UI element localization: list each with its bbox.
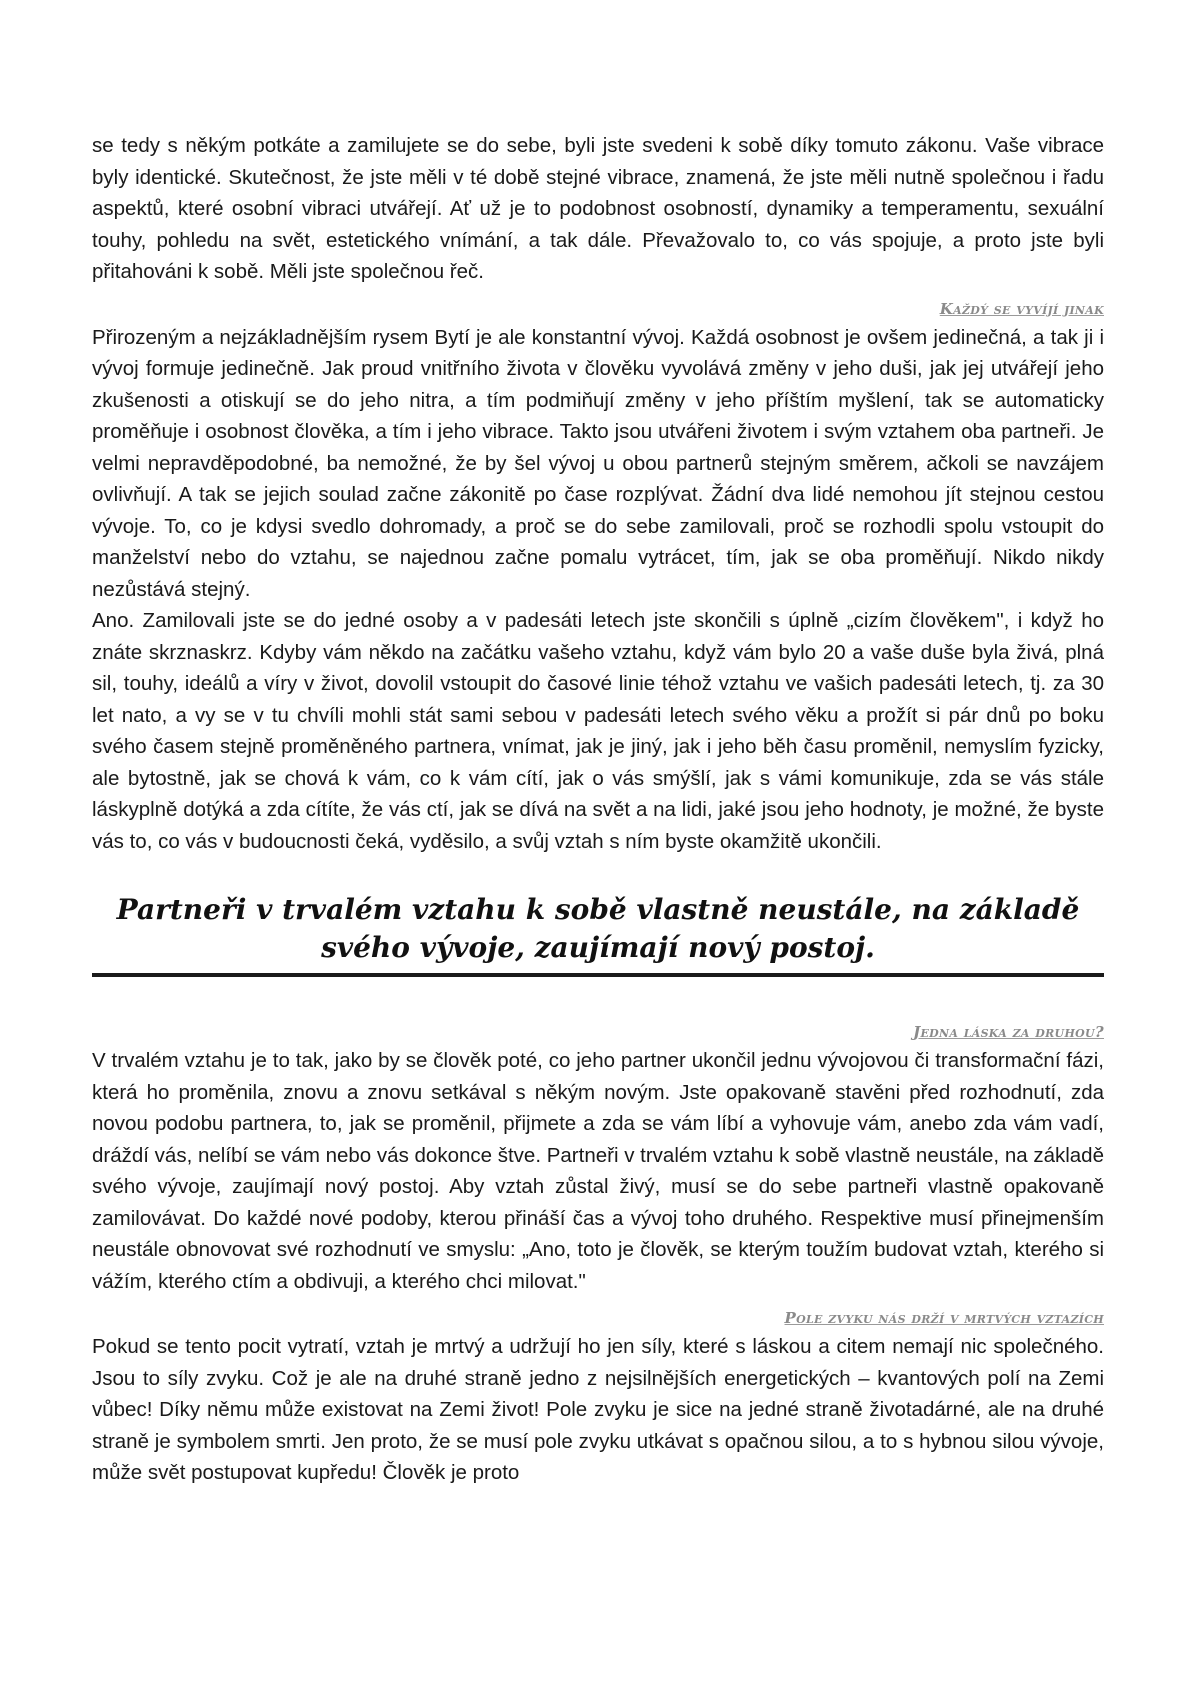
section-heading-field-of-habit: Pole zvyku nás drží v mrtvých vztazích [784, 1309, 1104, 1327]
section-heading-each-develops-differently: Každý se vyvíjí jinak [939, 299, 1104, 318]
pull-quote-divider [92, 973, 1104, 977]
paragraph-lasting-relationship: V trvalém vztahu je to tak, jako by se člověk poté, co jeho partner ukončil jednu vývojovou či transformační fázi, která ho proměnila, znovu a znovu setkával s někým novým. Jste opakovaně stavěni před rozhodnutí, zda novou podobu partnera, to, jak se proměnil, přijmete a zda se vám líbí a vyhovuje vám, anebo zda vám vadí, dráždí vás, nelíbí se vám nebo vás dokonce štve. Partneři v trvalém vztahu k sobě vlastně neustále, na základě svého vývoje, zaujímají nový postoj. Aby vztah zůstal živý, musí se do sebe partneři vlastně opakovaně zamilovávat. Do každé nové podoby, kterou přináší čas a vývoj toho druhého. Respektive musí přinejmenším neustále obnovovat své rozhodnutí ve smyslu: „Ano, toto je člověk, se kterým toužím budovat vztah, kterého si vážím, kterého ctím a obdivuji, a kterého chci milovat." [92, 1049, 1104, 1293]
paragraph-habit-forces: Pokud se tento pocit vytratí, vztah je mrtvý a udržují ho jen síly, které s láskou a citem nemají nic společného. Jsou to síly zvyku. Což je ale na druhé straně jedno z nejsilnějších energetických – kvantových polí na Zemi vůbec! Díky němu může existovat na Zemi život! Pole zvyku je sice na jedné straně životadárné, ale na druhé straně je symbolem smrti. Jen proto, že se musí pole zvyku utkávat s opačnou silou, a to s hybnou silou vývoje, může svět postupovat kupředu! Člověk je proto [92, 1335, 1104, 1484]
paragraph-development: Přirozeným a nejzákladnějším rysem Bytí je ale konstantní vývoj. Každá osobnost je ovšem jedinečná, a tak ji i vývoj formuje jedinečně. Jak proud vnitřního života v člověku vyvolává změny v jeho duši, jak jej utvářejí jeho zkušenosti a otiskují se do jeho nitra, a tím podmiňují změny v jeho příštím myšlení, tak se automaticky proměňuje i osobnost člověka, a tím i jeho vibrace. Takto jsou utvářeni životem i svým vztahem oba partneři. Je velmi nepravděpodobné, ba nemožné, že by šel vývoj u obou partnerů stejným směrem, ačkoli se navzájem ovlivňují. A tak se jejich soulad začne zákonitě po čase rozplývat. Žádní dva lidé nemohou jít stejnou cestou vývoje. To, co je kdysi svedlo dohromady, a proč se do sebe zamilovali, proč se rozhodli spolu vstoupit do manželství nebo do vztahu, se najednou začne pomalu vytrácet, tím, jak se oba proměňují. Nikdo nikdy nezůstává stejný. [92, 325, 1104, 601]
section-heading-one-love-after-another: Jedna láska za druhou? [913, 1023, 1104, 1041]
document-page [92, 130, 1104, 1489]
paragraph-attraction: se tedy s někým potkáte a zamilujete se do sebe, byli jste svedeni k sobě díky tomuto zákonu. Vaše vibrace byly identické. Skutečnost, že jste měli v té době stejné vibrace, znamená, že jste měli nutně společnou i řadu aspektů, které osobní vibraci utvářejí. Ať už je to podobnost osobností, dynamiky a temperamentu, sexuální touhy, pohledu na svět, estetického vnímání, a tak dále. Převažovalo to, co vás spojuje, a proto jste byli přitahováni k sobě. Měli jste společnou řeč. [92, 134, 1104, 283]
paragraph-fifty-years: Ano. Zamilovali jste se do jedné osoby a v padesáti letech jste skončili s úplně „cizím člověkem", i když ho znáte skrznaskrz. Kdyby vám někdo na začátku vašeho vztahu, když vám bylo 20 a vaše duše byla živá, plná sil, touhy, ideálů a víry v život, dovolil vstoupit do časové linie téhož vztahu ve vašich padesáti letech, tj. za 30 let nato, a vy se v tu chvíli mohli stát sami sebou v padesáti letech svého věku a prožít si pár dnů po boku svého časem stejně proměněného partnera, vnímat, jak je jiný, jak i jeho běh času proměnil, nemyslím fyzicky, ale bytostně, jak se chová k vám, co k vám cítí, jak o vás smýšlí, jak s vámi komunikuje, zda se vás stále láskyplně dotýká a zda cítíte, že vás ctí, jak se dívá na svět a na lidi, jaké jsou jeho hodnoty, je možné, že byste vás to, co vás v budoucnosti čeká, vyděsilo, a svůj vztah s ním byste okamžitě ukončili. [92, 609, 1104, 853]
pull-quote-text: Partneři v trvalém vztahu k sobě vlastně neustále, na základě svého vývoje, zaujímají nový postoj. [116, 893, 1080, 964]
pull-quote-block [92, 891, 1104, 977]
